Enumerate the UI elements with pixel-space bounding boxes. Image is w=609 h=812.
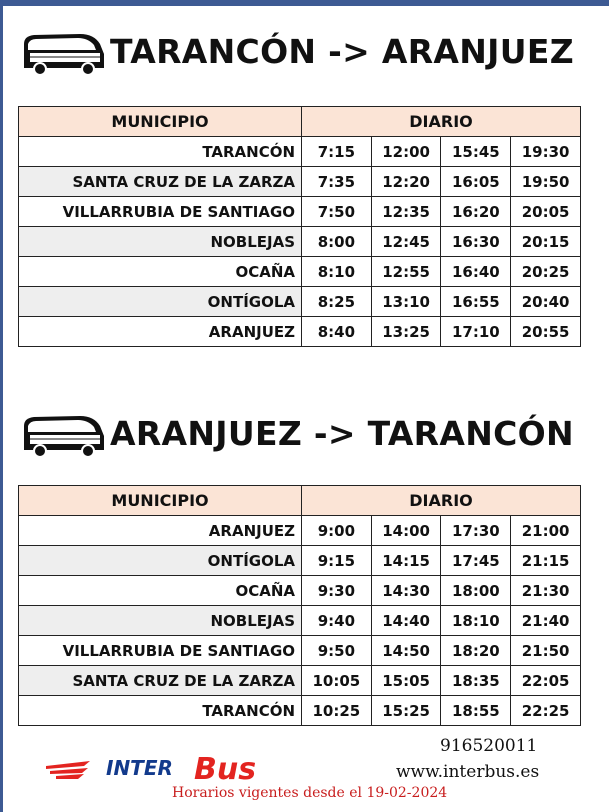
municipio-cell: SANTA CRUZ DE LA ZARZA: [19, 666, 302, 696]
departure-time-cell: 22:05: [511, 666, 581, 696]
table-row: [19, 546, 581, 576]
departure-time-cell: 8:25: [302, 287, 372, 317]
diario-column-header: DIARIO: [302, 107, 581, 137]
diario-column-header: DIARIO: [302, 486, 581, 516]
departure-time-cell: 12:45: [371, 227, 441, 257]
departure-time-cell: 7:35: [302, 167, 372, 197]
table-row: [19, 287, 581, 317]
departure-time-cell: 21:50: [511, 636, 581, 666]
municipio-cell: OCAÑA: [19, 576, 302, 606]
departure-time-cell: 17:30: [441, 516, 511, 546]
bus-icon: [18, 30, 106, 78]
municipio-cell: VILLARRUBIA DE SANTIAGO: [19, 197, 302, 227]
departure-time-cell: 8:00: [302, 227, 372, 257]
departure-time-cell: 14:30: [371, 576, 441, 606]
departure-time-cell: 12:55: [371, 257, 441, 287]
municipio-cell: ONTÍGOLA: [19, 546, 302, 576]
top-frame-bar: [0, 0, 609, 6]
departure-time-cell: 15:45: [441, 137, 511, 167]
route-title: TARANCÓN -> ARANJUEZ: [110, 32, 574, 71]
departure-time-cell: 20:05: [511, 197, 581, 227]
departure-time-cell: 10:05: [302, 666, 372, 696]
municipio-cell: ARANJUEZ: [19, 516, 302, 546]
municipio-cell: OCAÑA: [19, 257, 302, 287]
logo-inter-text: INTER: [106, 756, 173, 780]
website-link[interactable]: www.interbus.es: [396, 762, 540, 782]
table-row: [19, 227, 581, 257]
validity-notice: Horarios vigentes desde el 19-02-2024: [172, 785, 448, 801]
municipio-cell: NOBLEJAS: [19, 606, 302, 636]
schedule-table-outbound: [18, 106, 581, 347]
table-row: [19, 317, 581, 347]
departure-time-cell: 7:50: [302, 197, 372, 227]
departure-time-cell: 16:20: [441, 197, 511, 227]
departure-time-cell: 9:15: [302, 546, 372, 576]
route-title: ARANJUEZ -> TARANCÓN: [110, 414, 574, 453]
municipio-cell: ARANJUEZ: [19, 317, 302, 347]
section-header-return: [18, 410, 598, 462]
departure-time-cell: 18:00: [441, 576, 511, 606]
interbus-logo: [44, 752, 304, 784]
table-row: [19, 167, 581, 197]
left-frame-bar: [0, 0, 3, 812]
table-row: [19, 516, 581, 546]
departure-time-cell: 13:10: [371, 287, 441, 317]
departure-time-cell: 15:25: [371, 696, 441, 726]
departure-time-cell: 18:55: [441, 696, 511, 726]
departure-time-cell: 17:10: [441, 317, 511, 347]
departure-time-cell: 18:35: [441, 666, 511, 696]
departure-time-cell: 17:45: [441, 546, 511, 576]
departure-time-cell: 20:55: [511, 317, 581, 347]
departure-time-cell: 21:40: [511, 606, 581, 636]
table-header-row: [19, 486, 581, 516]
table-row: [19, 666, 581, 696]
departure-time-cell: 9:40: [302, 606, 372, 636]
schedule-table-return: [18, 485, 581, 726]
municipio-cell: ONTÍGOLA: [19, 287, 302, 317]
departure-time-cell: 20:40: [511, 287, 581, 317]
section-header-outbound: [18, 28, 598, 80]
departure-time-cell: 18:10: [441, 606, 511, 636]
departure-time-cell: 18:20: [441, 636, 511, 666]
table-row: [19, 137, 581, 167]
departure-time-cell: 9:30: [302, 576, 372, 606]
municipio-cell: NOBLEJAS: [19, 227, 302, 257]
departure-time-cell: 15:05: [371, 666, 441, 696]
departure-time-cell: 12:20: [371, 167, 441, 197]
departure-time-cell: 19:50: [511, 167, 581, 197]
logo-bus-text: Bus: [194, 752, 257, 784]
departure-time-cell: 16:40: [441, 257, 511, 287]
departure-time-cell: 10:25: [302, 696, 372, 726]
municipio-cell: SANTA CRUZ DE LA ZARZA: [19, 167, 302, 197]
departure-time-cell: 16:30: [441, 227, 511, 257]
table-row: [19, 636, 581, 666]
departure-time-cell: 16:55: [441, 287, 511, 317]
municipio-cell: TARANCÓN: [19, 696, 302, 726]
departure-time-cell: 14:50: [371, 636, 441, 666]
municipio-column-header: MUNICIPIO: [19, 107, 302, 137]
departure-time-cell: 13:25: [371, 317, 441, 347]
interbus-swoosh-icon: [46, 761, 90, 779]
table-row: [19, 696, 581, 726]
departure-time-cell: 12:35: [371, 197, 441, 227]
departure-time-cell: 20:15: [511, 227, 581, 257]
table-row: [19, 197, 581, 227]
departure-time-cell: 22:25: [511, 696, 581, 726]
departure-time-cell: 9:50: [302, 636, 372, 666]
departure-time-cell: 7:15: [302, 137, 372, 167]
table-row: [19, 576, 581, 606]
departure-time-cell: 14:00: [371, 516, 441, 546]
municipio-cell: VILLARRUBIA DE SANTIAGO: [19, 636, 302, 666]
departure-time-cell: 21:15: [511, 546, 581, 576]
bus-icon: [18, 412, 106, 460]
table-row: [19, 606, 581, 636]
departure-time-cell: 21:30: [511, 576, 581, 606]
departure-time-cell: 8:10: [302, 257, 372, 287]
municipio-cell: TARANCÓN: [19, 137, 302, 167]
phone-number: 916520011: [440, 736, 538, 756]
table-header-row: [19, 107, 581, 137]
departure-time-cell: 8:40: [302, 317, 372, 347]
departure-time-cell: 21:00: [511, 516, 581, 546]
departure-time-cell: 20:25: [511, 257, 581, 287]
departure-time-cell: 14:15: [371, 546, 441, 576]
departure-time-cell: 9:00: [302, 516, 372, 546]
table-row: [19, 257, 581, 287]
departure-time-cell: 19:30: [511, 137, 581, 167]
departure-time-cell: 16:05: [441, 167, 511, 197]
municipio-column-header: MUNICIPIO: [19, 486, 302, 516]
departure-time-cell: 14:40: [371, 606, 441, 636]
departure-time-cell: 12:00: [371, 137, 441, 167]
